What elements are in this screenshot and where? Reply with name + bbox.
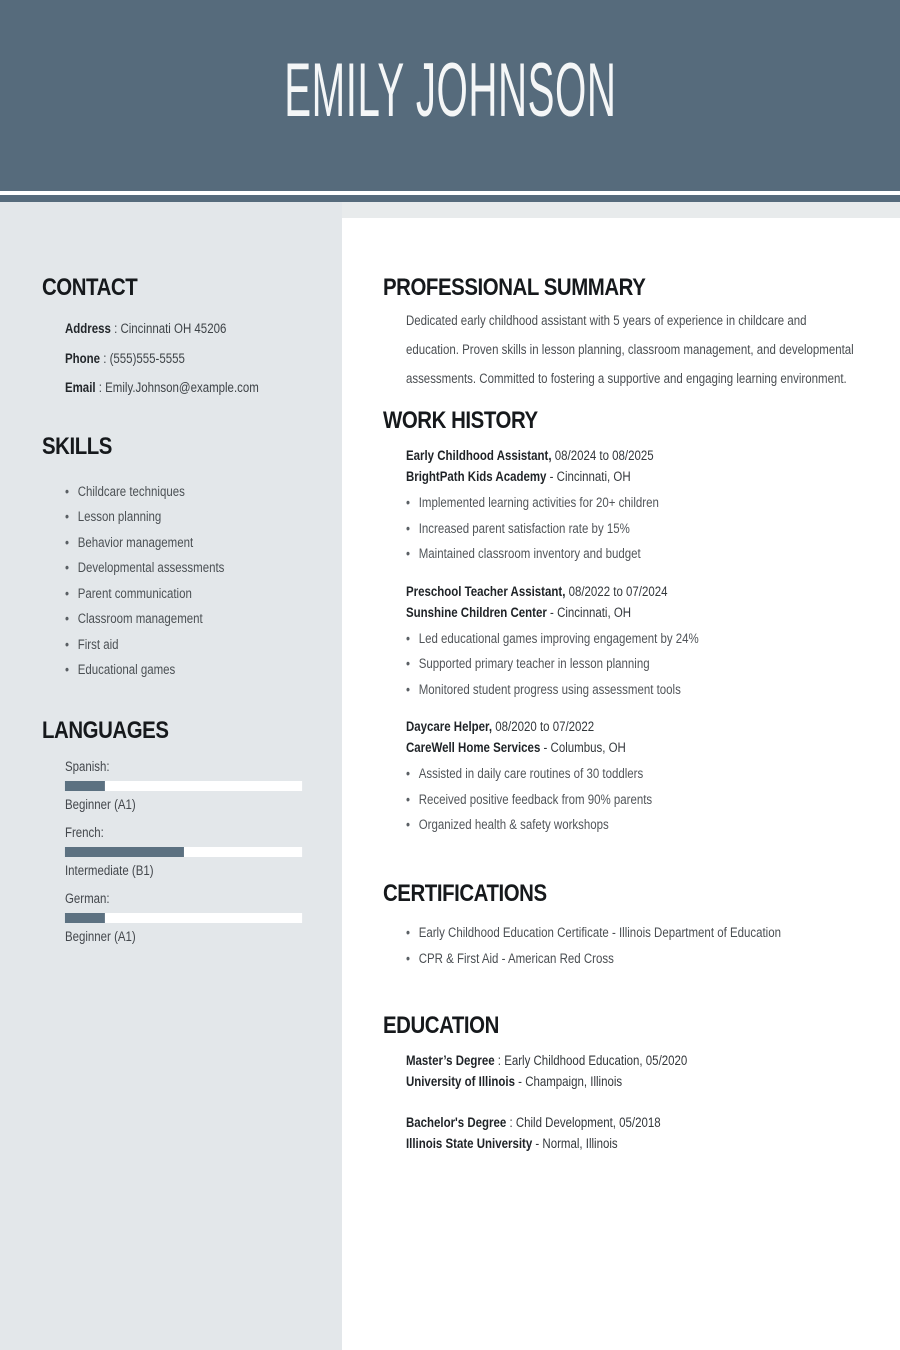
degree-name: Bachelor's Degree [405,1114,507,1130]
job-dates: 08/2020 to 07/2022 [495,719,595,734]
education-section [383,1011,862,1154]
education-heading: EDUCATION [383,1011,499,1039]
contact-section [42,276,316,403]
job-company-line [406,466,862,487]
contact-label: Phone [64,350,101,366]
job-bullet: • Assisted in daily care routines of 30 toddlers [406,761,862,787]
job-title: Early Childhood Assistant, [405,448,552,463]
job-company-line [406,737,862,758]
job-bullets [406,626,862,703]
degree-entry [406,1050,862,1092]
contact-row-address [42,314,316,344]
work-history-section [383,409,862,838]
language-bar-fill [65,913,105,923]
company-name: BrightPath Kids Academy [405,469,547,484]
language-bar-fill [65,781,105,791]
degree-line [406,1112,862,1133]
degree-separator: : [506,1114,516,1130]
contact-label: Address [64,321,111,336]
school-name: University of Illinois [405,1073,515,1089]
contact-separator: : [100,350,110,366]
sidebar [0,202,342,1350]
job-bullet: • Maintained classroom inventory and budget [406,541,862,567]
company-name: Sunshine Children Center [405,604,547,620]
skill-item: • Childcare techniques [65,479,316,505]
header-banner [0,0,900,191]
job-bullet: • Led educational games improving engagement by 24% [406,626,862,652]
job-entry [406,716,862,838]
school-location: Champaign, Illinois [525,1073,623,1089]
job-bullet: • Organized health & safety workshops [406,812,862,838]
contact-value: (555)555-5555 [109,350,185,366]
language-name: Spanish: [64,758,110,774]
company-location: Columbus, OH [550,740,626,755]
job-entry [406,445,862,567]
school-line [406,1133,862,1154]
job-bullets [406,490,862,567]
contact-separator: : [95,380,106,395]
skill-item: • Classroom management [65,606,316,632]
language-level: Intermediate (B1) [64,862,154,878]
contact-label: Email [64,380,96,395]
language-item-french [65,823,316,881]
skills-list [42,479,316,683]
job-bullet: • Increased parent satisfaction rate by 15% [406,516,862,542]
job-dates: 08/2024 to 08/2025 [554,448,654,463]
skill-item: • Behavior management [65,530,316,556]
language-item-spanish [65,757,316,815]
job-title-line [406,445,862,466]
skill-item: • Lesson planning [65,504,316,530]
certification-item: • Early Childhood Education Certificate - Illinois Department of Education [406,920,862,946]
contact-value: Cincinnati OH 45206 [120,321,227,336]
certifications-section [383,879,862,972]
summary-text: Dedicated early childhood assistant with 5 years of experience in childcare and education. Proven skills in lesson planning, classroom management, and developmental assessments. Committed to fostering a supportive and engaging learning environment. [405,313,854,386]
company-separator: - [540,740,551,755]
contact-rows [42,314,316,403]
job-title: Daycare Helper, [405,719,493,734]
degree-field: Early Childhood Education, 05/2020 [504,1052,688,1068]
language-items [42,757,316,947]
job-bullet: • Received positive feedback from 90% parents [406,787,862,813]
contact-row-phone [42,344,316,374]
language-name: German: [64,890,110,906]
degree-separator: : [494,1052,505,1068]
certifications-list [406,920,862,972]
contact-value: Emily.Johnson@example.com [105,380,259,395]
skills-heading: SKILLS [42,432,112,460]
summary-section [383,276,862,393]
skill-item: • Educational games [65,657,316,683]
language-bar-track [65,913,302,923]
job-title: Preschool Teacher Assistant, [405,583,566,599]
contact-separator: : [110,321,121,336]
company-name: CareWell Home Services [405,740,541,755]
language-level: Beginner (A1) [64,796,136,812]
language-item-german [65,889,316,947]
degree-name: Master’s Degree [405,1052,495,1068]
work-history-heading: WORK HISTORY [383,407,538,434]
skills-section [42,432,316,683]
languages-section [42,716,316,947]
school-name: Illinois State University [405,1135,533,1151]
certifications-heading: CERTIFICATIONS [383,879,547,907]
languages-heading: LANGUAGES [42,716,169,744]
job-title-line [406,716,862,737]
job-company-line [406,602,862,623]
school-separator: - [532,1135,543,1151]
certification-item: • CPR & First Aid - American Red Cross [406,946,862,972]
divider-slate [0,195,900,202]
company-location: Cincinnati, OH [557,604,632,620]
summary-heading: PROFESSIONAL SUMMARY [383,274,646,301]
job-title-line [406,581,862,602]
job-bullet: • Implemented learning activities for 20+ children [406,490,862,516]
school-location: Normal, Illinois [542,1135,618,1151]
company-location: Cincinnati, OH [556,469,631,484]
company-separator: - [546,469,557,484]
skill-item: • Developmental assessments [65,555,316,581]
language-level: Beginner (A1) [64,928,136,944]
skill-item: • Parent communication [65,581,316,607]
language-bar-fill [65,847,184,857]
school-line [406,1071,862,1092]
job-entry [406,581,862,703]
name-title: EMILY JOHNSON [283,48,617,133]
job-dates: 08/2022 to 07/2024 [568,583,668,599]
job-bullets [406,761,862,838]
skill-item: • First aid [65,632,316,658]
company-separator: - [546,604,558,620]
language-bar-track [65,781,302,791]
school-separator: - [514,1073,526,1089]
job-bullet: • Supported primary teacher in lesson planning [406,651,862,677]
main-content [342,218,900,1350]
contact-heading: CONTACT [42,274,138,301]
language-name: French: [64,824,104,840]
content-area [0,202,900,1350]
contact-row-email [42,373,316,403]
degree-field: Child Development, 05/2018 [515,1114,661,1130]
degree-entry [406,1112,862,1154]
job-bullet: • Monitored student progress using assessment tools [406,677,862,703]
language-bar-track [65,847,302,857]
degree-line [406,1050,862,1071]
